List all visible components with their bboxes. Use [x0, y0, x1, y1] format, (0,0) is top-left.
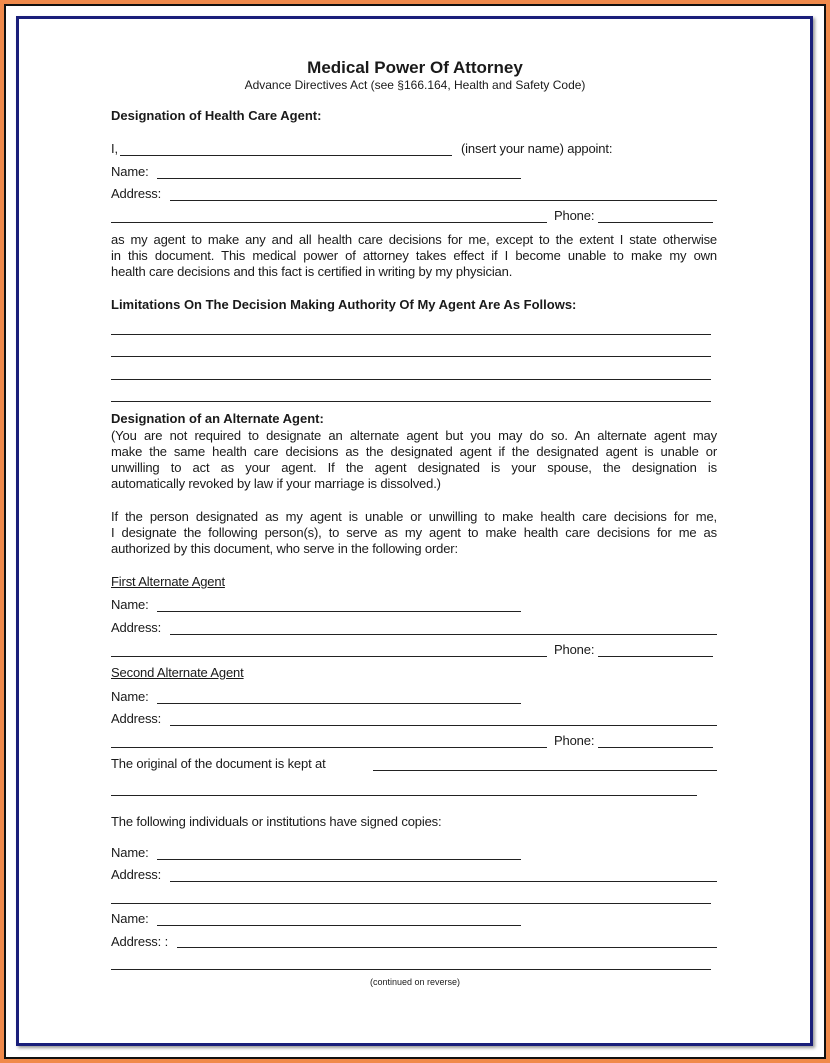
section-heading-agent: Designation of Health Care Agent: [111, 108, 322, 123]
first-phone-label: Phone: [554, 642, 595, 657]
agent-address-field[interactable] [170, 200, 717, 201]
alternate-paragraph [111, 509, 717, 557]
document-title: Medical Power Of Attorney [307, 58, 523, 77]
copy1-address-field[interactable] [170, 881, 717, 882]
signed-copies-label: The following individuals or institutions have signed copies: [111, 814, 442, 829]
paragraph-line: as my agent to make any and all health care decisions for me, except to the extent I state otherwise [111, 232, 717, 247]
first-name-field[interactable] [157, 611, 521, 612]
limitations-line-1[interactable] [111, 334, 711, 335]
first-name-label: Name: [111, 597, 149, 612]
copy2-address-field[interactable] [177, 947, 717, 948]
second-alternate-heading: Second Alternate Agent [111, 665, 244, 680]
second-phone-label: Phone: [554, 733, 595, 748]
agent-name-label: Name: [111, 164, 149, 179]
paragraph-line: make the same health care decisions as the designated agent if the designated agent is unable or [111, 444, 717, 459]
paragraph-line: If the person designated as my agent is unable or unwilling to make health care decisions for me, [111, 509, 717, 524]
original-location-field-2[interactable] [111, 795, 697, 796]
original-kept-label: The original of the document is kept at [111, 756, 326, 771]
copy2-name-field[interactable] [157, 925, 521, 926]
second-name-label: Name: [111, 689, 149, 704]
copy1-name-field[interactable] [157, 859, 521, 860]
alternate-note [111, 428, 717, 492]
paragraph-line: authorized by this document, who serve in the following order: [111, 541, 458, 556]
copy2-address-label: Address: : [111, 934, 169, 949]
paragraph-line: health care decisions and this fact is certified in writing by my physician. [111, 264, 513, 279]
i-label: I, [111, 141, 118, 156]
paragraph-line: unwilling to act as your agent. If the agent designated is your spouse, the designation is [111, 460, 717, 475]
paragraph-line: (You are not required to designate an alternate agent but you may do so. An alternate agent may [111, 428, 717, 443]
paragraph-line: in this document. This medical power of attorney takes effect if I become unable to make my own [111, 248, 717, 263]
agent-phone-field[interactable] [598, 222, 713, 223]
copy1-name-label: Name: [111, 845, 149, 860]
paragraph-line: automatically revoked by law if your marriage is dissolved.) [111, 476, 441, 491]
first-phone-field[interactable] [598, 656, 713, 657]
copy2-name-label: Name: [111, 911, 149, 926]
limitations-line-4[interactable] [111, 401, 711, 402]
alternate-heading: Designation of an Alternate Agent: [111, 411, 324, 426]
agent-address-label: Address: [111, 186, 162, 201]
paragraph-line: I designate the following person(s), to serve as my agent to make health care decisions for me as [111, 525, 717, 540]
first-address-field-2[interactable] [111, 656, 547, 657]
agent-name-field[interactable] [157, 178, 521, 179]
insert-name-label: (insert your name) appoint: [461, 141, 613, 156]
limitations-heading: Limitations On The Decision Making Authority Of My Agent Are As Follows: [111, 297, 577, 312]
copy2-address-field-2[interactable] [111, 969, 711, 970]
agent-phone-label: Phone: [554, 208, 595, 223]
second-name-field[interactable] [157, 703, 521, 704]
second-phone-field[interactable] [598, 747, 713, 748]
copy1-address-label: Address: [111, 867, 162, 882]
first-alternate-heading: First Alternate Agent [111, 574, 225, 589]
limitations-line-2[interactable] [111, 356, 711, 357]
original-location-field[interactable] [373, 770, 717, 771]
document-subtitle: Advance Directives Act (see §166.164, Health and Safety Code) [244, 78, 586, 92]
copy1-address-field-2[interactable] [111, 903, 711, 904]
limitations-line-3[interactable] [111, 379, 711, 380]
agent-paragraph [111, 232, 717, 280]
first-address-label: Address: [111, 620, 162, 635]
agent-address-field-2[interactable] [111, 222, 547, 223]
continued-note: (continued on reverse) [369, 977, 461, 987]
your-name-field[interactable] [120, 155, 452, 156]
second-address-label: Address: [111, 711, 162, 726]
second-address-field[interactable] [170, 725, 717, 726]
second-address-field-2[interactable] [111, 747, 547, 748]
first-address-field[interactable] [170, 634, 717, 635]
